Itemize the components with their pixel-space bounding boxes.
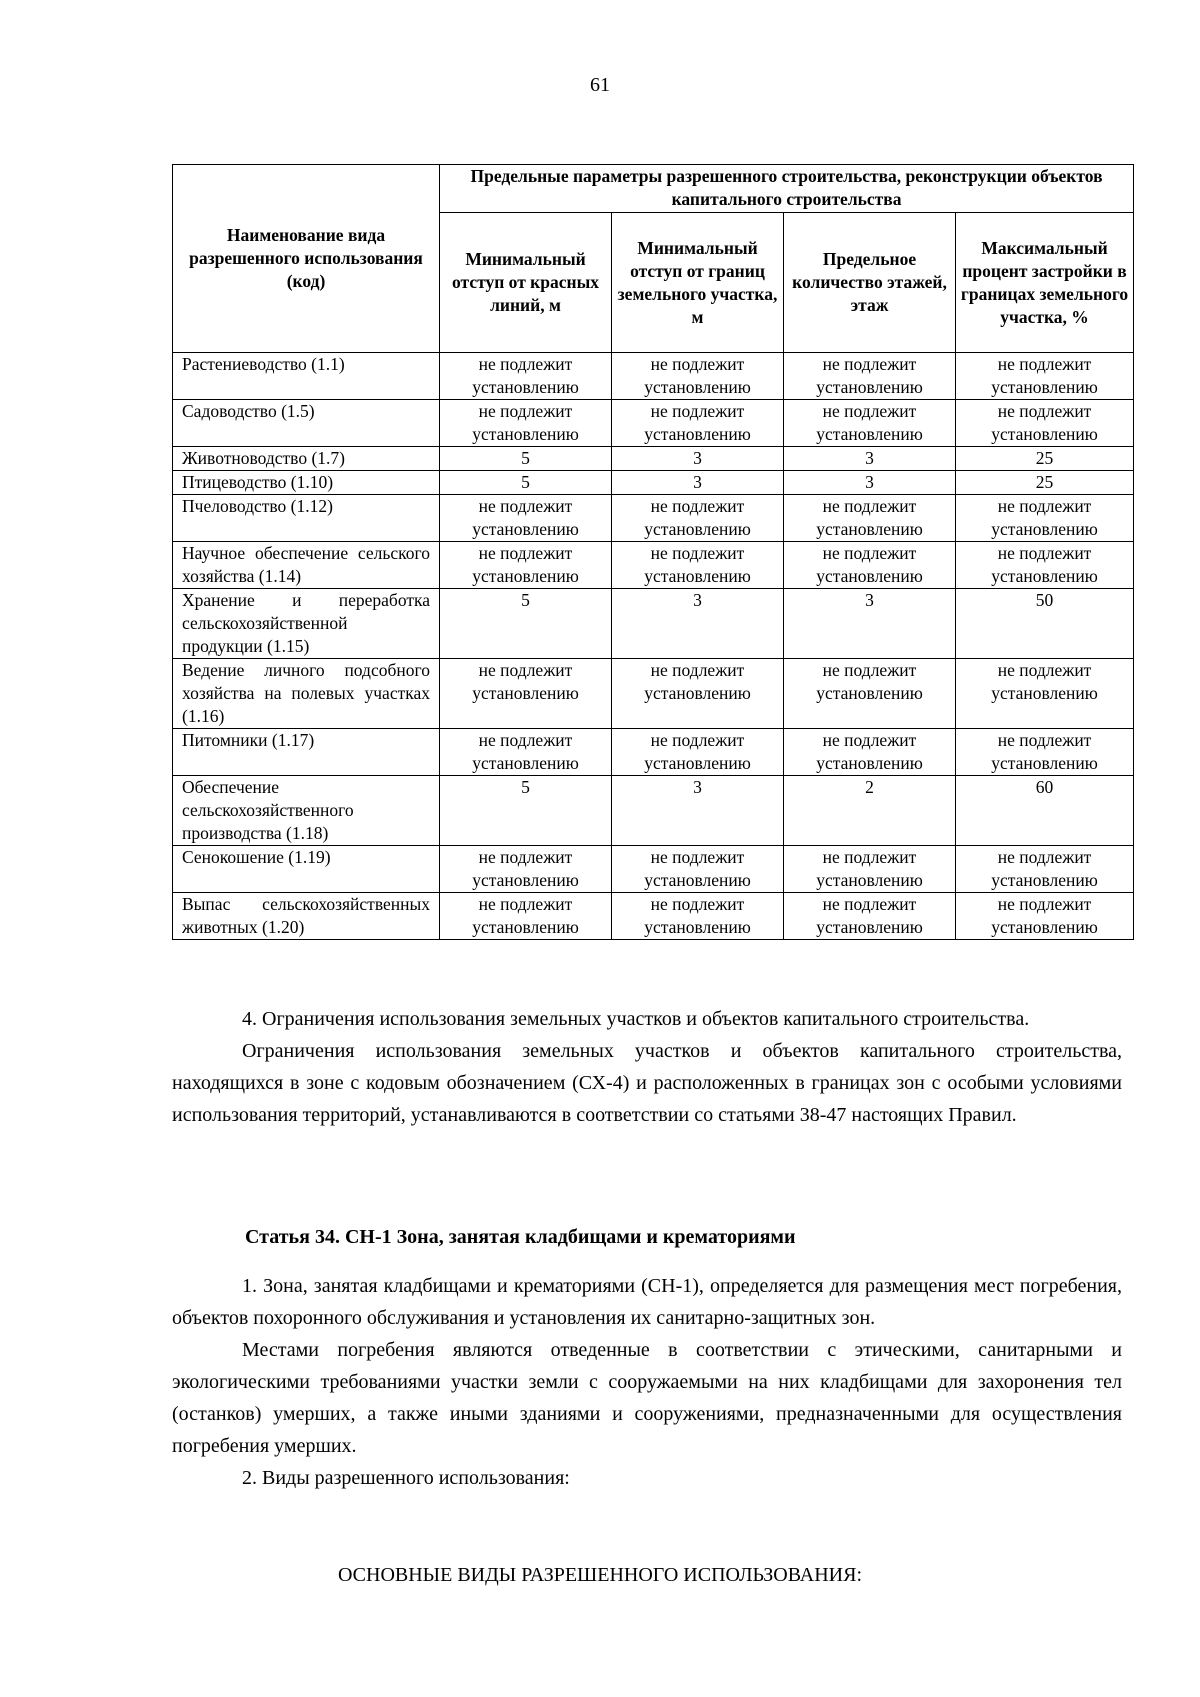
table-row (173, 659, 1134, 729)
parameter-value-cell: 25 (956, 447, 1134, 471)
parameter-value-cell: не подлежит установлению (784, 846, 956, 893)
table-row (173, 846, 1134, 893)
table-row (173, 400, 1134, 447)
parameter-value-cell: 60 (956, 776, 1134, 846)
parameter-value-cell: не подлежит установлению (440, 893, 612, 940)
parameter-value-cell: не подлежит установлению (784, 729, 956, 776)
parameter-value-cell: не подлежит установлению (612, 542, 784, 589)
article-body (172, 1270, 1122, 1494)
parameter-value-cell: не подлежит установлению (440, 542, 612, 589)
parameter-value-cell: 50 (956, 589, 1134, 659)
use-type-cell: Обеспечение сельскохозяйственного производства (1.18) (173, 776, 440, 846)
parameter-value-cell: 3 (612, 447, 784, 471)
parameter-value-cell: 25 (956, 471, 1134, 495)
table-row (173, 729, 1134, 776)
parameter-value-cell: не подлежит установлению (956, 542, 1134, 589)
parameter-value-cell: не подлежит установлению (612, 353, 784, 400)
table-row (173, 495, 1134, 542)
parameter-value-cell: не подлежит установлению (784, 659, 956, 729)
parameter-value-cell: не подлежит установлению (784, 542, 956, 589)
parameter-value-cell: 5 (440, 589, 612, 659)
use-type-cell: Пчеловодство (1.12) (173, 495, 440, 542)
parameter-value-cell: 3 (784, 447, 956, 471)
parameter-value-cell: 2 (784, 776, 956, 846)
use-type-cell: Хранение и переработка сельскохозяйственной продукции (1.15) (173, 589, 440, 659)
parameter-value-cell: не подлежит установлению (784, 893, 956, 940)
col-header-floor-count: Предельное количество этажей, этаж (784, 213, 956, 353)
parameter-value-cell: 3 (784, 471, 956, 495)
use-type-cell: Выпас сельскохозяйственных животных (1.20) (173, 893, 440, 940)
use-type-cell: Ведение личного подсобного хозяйства на полевых участках (1.16) (173, 659, 440, 729)
parameter-value-cell: не подлежит установлению (440, 400, 612, 447)
section-4 (172, 1003, 1122, 1131)
table-row (173, 447, 1134, 471)
parameter-value-cell: не подлежит установлению (612, 400, 784, 447)
parameter-value-cell: не подлежит установлению (440, 659, 612, 729)
parameter-value-cell: не подлежит установлению (784, 353, 956, 400)
parameter-value-cell: не подлежит установлению (956, 495, 1134, 542)
parameter-value-cell: 5 (440, 447, 612, 471)
parameter-value-cell: 3 (784, 589, 956, 659)
use-type-cell: Научное обеспечение сельского хозяйства (1.14) (173, 542, 440, 589)
parameter-value-cell: не подлежит установлению (784, 400, 956, 447)
parameters-table (172, 164, 1134, 940)
col-header-red-line-setback: Минимальный отступ от красных линий, м (440, 213, 612, 353)
table-row (173, 776, 1134, 846)
article-heading: Статья 34. СН-1 Зона, занятая кладбищами и крематориями (245, 1226, 796, 1248)
parameter-value-cell: 5 (440, 471, 612, 495)
parameter-value-cell: не подлежит установлению (440, 846, 612, 893)
col-header-building-percent: Максимальный процент застройки в границах земельного участка, % (956, 213, 1134, 353)
use-type-cell: Питомники (1.17) (173, 729, 440, 776)
section-4-paragraph: Ограничения использования земельных участков и объектов капитального строительства, находящихся в зоне с кодовым обозначением (СХ-4) и расположенных в границах зон с особыми условиями использования территорий, устанавливаются в соответствии со статьями 38-47 настоящих Правил. (172, 1040, 1122, 1126)
use-type-cell: Растениеводство (1.1) (173, 353, 440, 400)
parameter-value-cell: 5 (440, 776, 612, 846)
group-header-parameters: Предельные параметры разрешенного строительства, реконструкции объектов капитального строительства (440, 165, 1134, 213)
parameter-value-cell: не подлежит установлению (956, 846, 1134, 893)
parameter-value-cell: не подлежит установлению (440, 729, 612, 776)
table-row (173, 353, 1134, 400)
parameter-value-cell: не подлежит установлению (612, 729, 784, 776)
parameter-value-cell: не подлежит установлению (956, 353, 1134, 400)
parameter-value-cell: не подлежит установлению (612, 893, 784, 940)
article-paragraph-2: Местами погребения являются отведенные в соответствии с этическими, санитарными и экологическими требованиями участки земли с сооружаемыми на них кладбищами для захоронения тел (останков) умерших, а также иными зданиями и сооружениями, предназначенными для осуществления погребения умерших. (172, 1339, 1122, 1457)
parameter-value-cell: не подлежит установлению (956, 400, 1134, 447)
main-uses-heading: ОСНОВНЫЕ ВИДЫ РАЗРЕШЕННОГО ИСПОЛЬЗОВАНИЯ: (337, 1564, 863, 1586)
table-row (173, 589, 1134, 659)
table-row (173, 893, 1134, 940)
parameter-value-cell: не подлежит установлению (612, 495, 784, 542)
page-number: 61 (590, 74, 610, 96)
parameter-value-cell: не подлежит установлению (956, 893, 1134, 940)
col-header-boundary-setback: Минимальный отступ от границ земельного участка, м (612, 213, 784, 353)
table-row (173, 471, 1134, 495)
parameter-value-cell: не подлежит установлению (612, 846, 784, 893)
parameter-value-cell: 3 (612, 471, 784, 495)
parameter-value-cell: не подлежит установлению (956, 659, 1134, 729)
col-header-use-type: Наименование вида разрешенного использования (код) (173, 165, 440, 353)
use-type-cell: Птицеводство (1.10) (173, 471, 440, 495)
parameter-value-cell: 3 (612, 776, 784, 846)
parameter-value-cell: не подлежит установлению (956, 729, 1134, 776)
section-4-title: 4. Ограничения использования земельных участков и объектов капитального строительства. (242, 1008, 1030, 1030)
parameter-value-cell: 3 (612, 589, 784, 659)
use-type-cell: Садоводство (1.5) (173, 400, 440, 447)
parameter-value-cell: не подлежит установлению (440, 495, 612, 542)
use-type-cell: Сенокошение (1.19) (173, 846, 440, 893)
parameter-value-cell: не подлежит установлению (612, 659, 784, 729)
article-paragraph-1: 1. Зона, занятая кладбищами и крематориями (СН-1), определяется для размещения мест погребения, объектов похоронного обслуживания и установления их санитарно-защитных зон. (172, 1275, 1122, 1329)
parameter-value-cell: не подлежит установлению (440, 353, 612, 400)
parameter-value-cell: не подлежит установлению (784, 495, 956, 542)
table-row (173, 542, 1134, 589)
use-type-cell: Животноводство (1.7) (173, 447, 440, 471)
article-paragraph-3: 2. Виды разрешенного использования: (242, 1467, 570, 1489)
